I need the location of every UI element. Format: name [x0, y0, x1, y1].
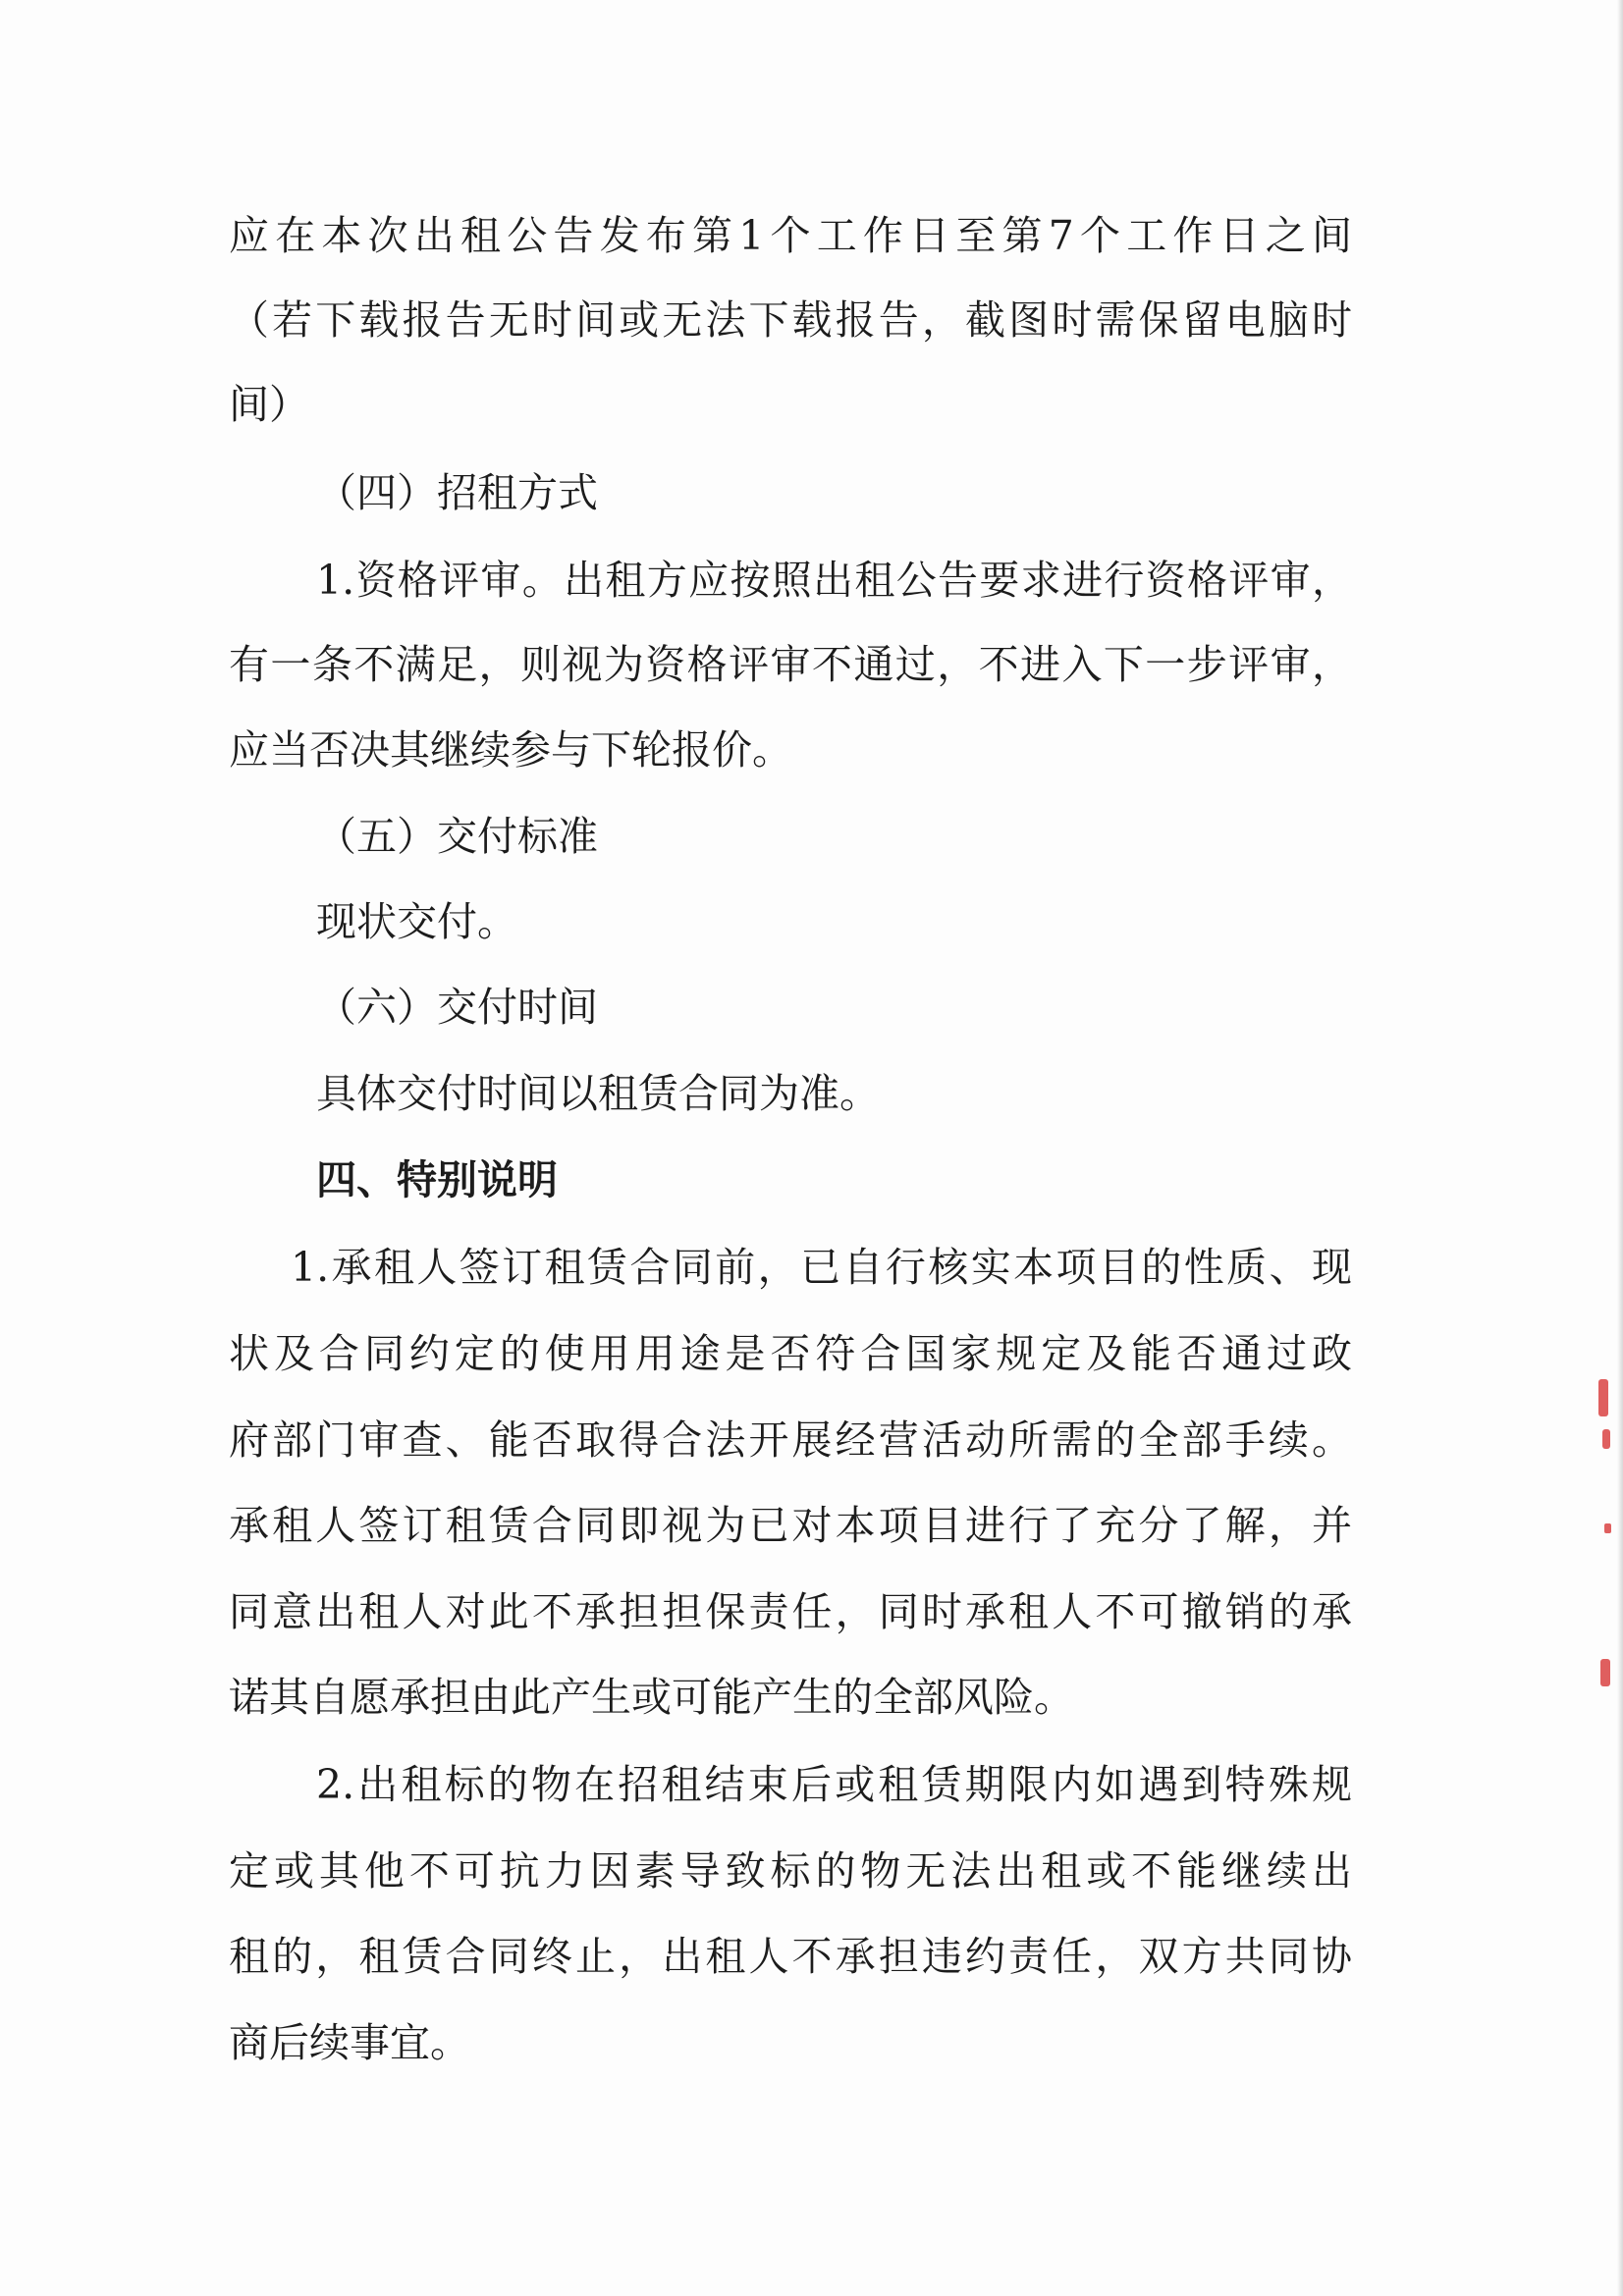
- body-line-21: 租的，租赁合同终止，出租人不承担违约责任，双方共同协: [229, 1933, 1352, 1980]
- body-line-2: （若下载报告无时间或无法下载报告，截图时需保留电脑时: [229, 296, 1352, 344]
- body-line-16: 承租人签订租赁合同即视为已对本项目进行了充分了解，并: [229, 1502, 1352, 1549]
- seal-fragment-low: [1604, 1523, 1611, 1533]
- body-line-22: 商后续事宜。: [229, 2019, 470, 2066]
- body-line-1: 应在本次出租公告发布第1个工作日至第7个工作日之间: [229, 212, 1352, 259]
- section-heading-5: （五）交付标准: [316, 813, 598, 860]
- section-heading-6: （六）交付时间: [316, 984, 598, 1031]
- body-line-13: 1.承租人签订租赁合同前，已自行核实本项目的性质、现: [291, 1244, 1352, 1291]
- body-line-5: 1.资格评审。出租方应按照出租公告要求进行资格评审，: [316, 557, 1352, 604]
- body-line-3: 间）: [229, 381, 309, 428]
- body-line-17: 同意出租人对此不承担担保责任，同时承租人不可撤销的承: [229, 1588, 1352, 1635]
- body-line-14: 状及合同约定的使用用途是否符合国家规定及能否通过政: [229, 1330, 1352, 1377]
- body-line-18: 诺其自愿承担由此产生或可能产生的全部风险。: [229, 1674, 1074, 1721]
- body-line-11: 具体交付时间以租赁合同为准。: [316, 1070, 880, 1117]
- section-heading-4: （四）招租方式: [316, 469, 598, 516]
- seal-fragment-mid: [1602, 1429, 1610, 1449]
- body-line-19: 2.出租标的物在招租结束后或租赁期限内如遇到特殊规: [316, 1761, 1352, 1808]
- seal-fragment-bottom: [1600, 1659, 1610, 1686]
- body-line-9: 现状交付。: [316, 898, 517, 945]
- body-line-20: 定或其他不可抗力因素导致标的物无法出租或不能继续出: [229, 1847, 1352, 1895]
- scan-edge-shadow: [1617, 0, 1623, 2296]
- body-line-6: 有一条不满足，则视为资格评审不通过，不进入下一步评审，: [229, 641, 1352, 688]
- section-heading-special: 四、特别说明: [316, 1156, 558, 1203]
- seal-fragment-top: [1598, 1379, 1608, 1416]
- body-line-15: 府部门审查、能否取得合法开展经营活动所需的全部手续。: [229, 1416, 1352, 1464]
- body-line-7: 应当否决其继续参与下轮报价。: [229, 726, 792, 774]
